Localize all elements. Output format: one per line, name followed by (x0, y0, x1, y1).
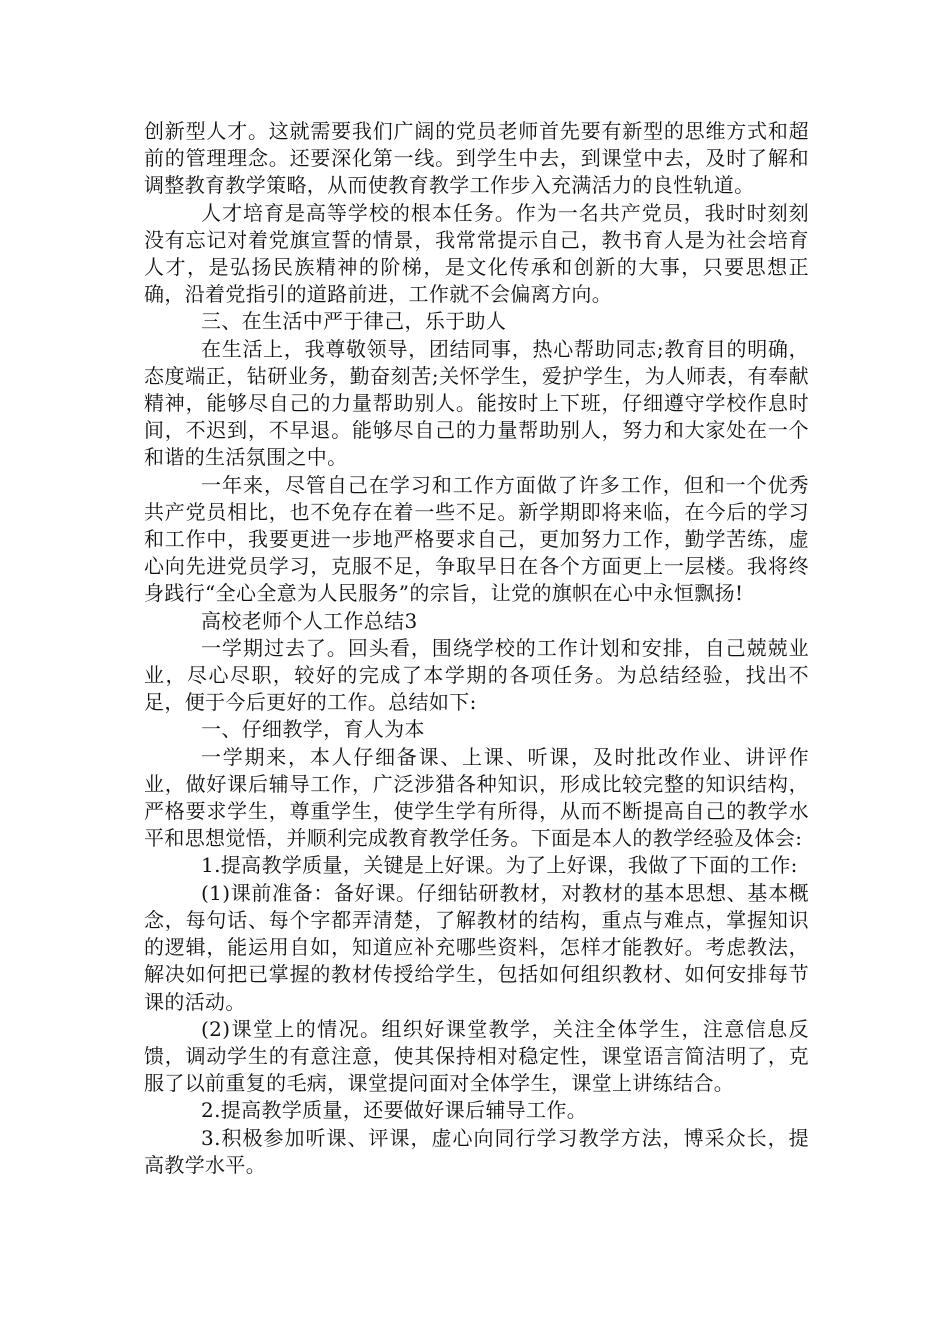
list-item: 3.积极参加听课、评课，虚心向同行学习教学方法，博采众长，提高教学水平。 (144, 1125, 809, 1177)
paragraph: 创新型人才。这就需要我们广阔的党员老师首先要有新型的思维方式和超前的管理理念。还要深化第一线。到学生中去，到课堂中去，及时了解和调整教育教学策略，从而使教育教学工作步入充满活力的良性轨道。 (144, 119, 809, 198)
paragraph: 人才培育是高等学校的根本任务。作为一名共产党员，我时时刻刻没有忘记对着党旗宣誓的情景，我常常提示自己，教书育人是为社会培育人才，是弘扬民族精神的阶梯，是文化传承和创新的大事，只要思想正确，沿着党指引的道路前进，工作就不会偏离方向。 (144, 200, 809, 307)
list-item: 1.提高教学质量，关键是上好课。为了上好课，我做了下面的工作: (201, 853, 798, 878)
section-heading: 三、在生活中严于律己，乐于助人 (201, 309, 507, 334)
paragraph: 一年来，尽管自己在学习和工作方面做了许多工作，但和一个优秀共产党员相比，也不免存在着一些不足。新学期即将来临，在今后的学习和工作中，我要更进一步地严格要求自己，更加努力工作，勤学苦练，虚心向先进党员学习，克服不足，争取早日在各个方面更上一层楼。我将终身践行“全心全意为人民服务”的宗旨，让党的旗帜在心中永恒飘扬! (144, 472, 809, 606)
paragraph: 一学期过去了。回头看，围绕学校的工作计划和安排，自己兢兢业业，尽心尽职，较好的完成了本学期的各项任务。为总结经验，找出不足，便于今后更好的工作。总结如下: (144, 635, 809, 715)
document-title: 高校老师个人工作总结3 (201, 608, 418, 633)
section-heading: 一、仔细教学，育人为本 (201, 717, 425, 742)
paragraph: 一学期来，本人仔细备课、上课、听课，及时批改作业、讲评作业，做好课后辅导工作，广泛涉猎各种知识，形成比较完整的知识结构，严格要求学生，尊重学生，使学生学有所得，从而不断提高自己的教学水平和思想觉悟，并顺利完成教育教学任务。下面是本人的教学经验及体会: (144, 744, 809, 851)
list-item: 2.提高教学质量，还要做好课后辅导工作。 (201, 1098, 588, 1123)
document-page (144, 118, 809, 1179)
list-item: (1)课前准备：备好课。仔细钻研教材，对教材的基本思想、基本概念，每句话、每个字都弄清楚，了解教材的结构，重点与难点，掌握知识的逻辑，能运用自如，知道应补充哪些资料，怎样才能教好。考虑教法，解决如何把已掌握的教材传授给学生，包括如何组织教材、如何安排每节课的活动。 (144, 880, 809, 1014)
paragraph: 在生活上，我尊敬领导，团结同事，热心帮助同志;教育目的明确，态度端正，钻研业务，勤奋刻苦;关怀学生，爱护学生，为人师表，有奉献精神，能够尽自己的力量帮助别人。能按时上下班，仔细遵守学校作息时间，不迟到，不早退。能够尽自己的力量帮助别人，努力和大家处在一个和谐的生活氛围之中。 (144, 336, 809, 470)
list-item: (2)课堂上的情况。组织好课堂教学，关注全体学生，注意信息反馈，调动学生的有意注意，使其保持相对稳定性，课堂语言简洁明了，克服了以前重复的毛病，课堂提问面对全体学生，课堂上讲练结合。 (144, 1016, 809, 1096)
